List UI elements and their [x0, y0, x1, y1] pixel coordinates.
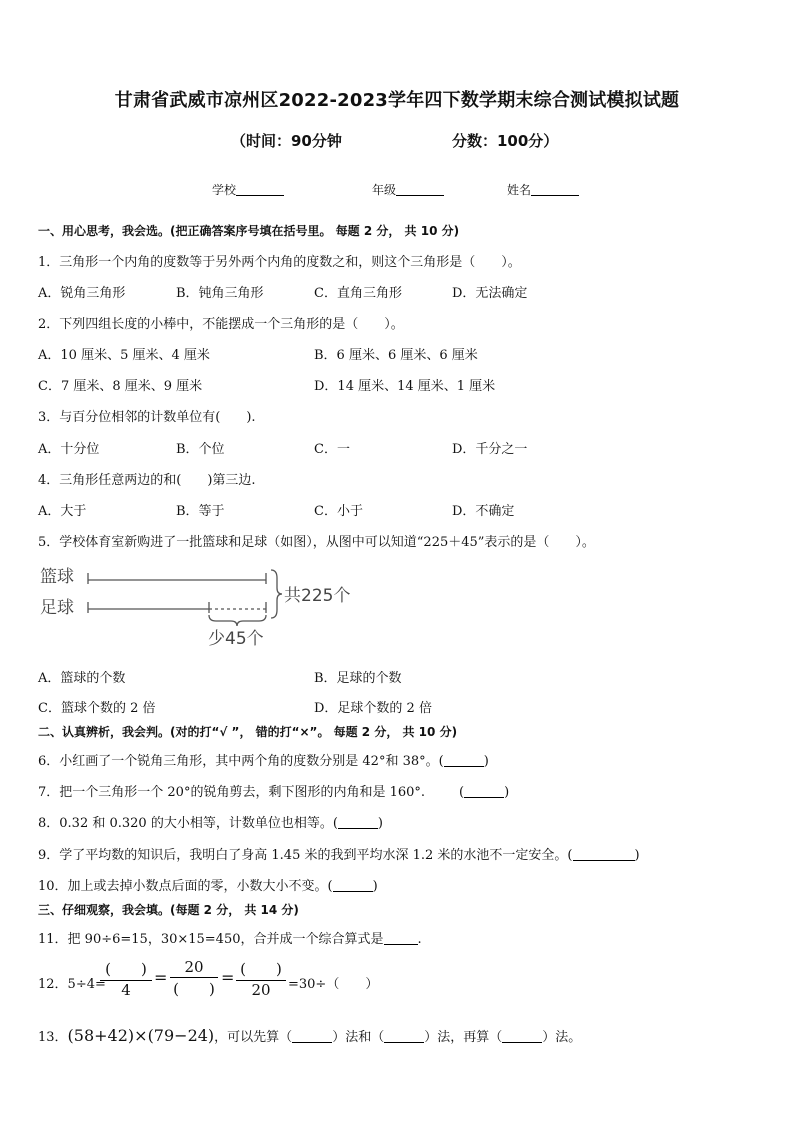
- q3-option-a: A．十分位: [38, 442, 100, 457]
- name-field: [507, 181, 579, 198]
- grade-blank[interactable]: [396, 182, 444, 196]
- q1-option-c: C．直角三角形: [314, 286, 402, 301]
- school-field: [212, 181, 284, 198]
- question-8: 8．0.32 和 0.320 的大小相等，计数单位也相等。( ): [38, 816, 383, 831]
- name-label: 姓名: [507, 183, 532, 197]
- question-5: 5．学校体育室新购进了一批篮球和足球（如图），从图中可以知道“225＋45”表示的是（ ）。: [38, 535, 595, 550]
- q12-num-3[interactable]: ( ): [236, 958, 286, 981]
- q5-option-a: A．篮球的个数: [38, 671, 126, 686]
- grade-label: 年级: [372, 183, 397, 197]
- question-10: 10．加上或去掉小数点后面的零，小数大小不变。( ): [38, 879, 378, 894]
- question-13: 13．(58+42)×(79−24)，可以先算（ ）法和（ ）法，再算（ ）法。: [38, 1026, 582, 1045]
- total-brace: [271, 570, 282, 618]
- total-label: 共225个: [284, 586, 351, 606]
- less-label: 少45个: [208, 629, 264, 649]
- question-6: 6．小红画了一个锐角三角形，其中两个角的度数分别是 42°和 38°。( ): [38, 754, 489, 769]
- q1-option-a: A．锐角三角形: [38, 286, 126, 301]
- exam-title: 甘肃省武威市凉州区2022-2023学年四下数学期末综合测试模拟试题: [114, 90, 680, 111]
- exam-score: 分数：100分）: [452, 132, 559, 150]
- section-1-heading: 一、用心思考，我会选。(把正确答案序号填在括号里。 每题 2 分， 共 10 分): [38, 224, 460, 238]
- q12-num-2: 20: [170, 958, 218, 978]
- q12-num-1[interactable]: ( ): [100, 958, 152, 981]
- question-4: 4．三角形任意两边的和( )第三边.: [38, 473, 256, 488]
- q6-answer-blank[interactable]: [444, 753, 484, 767]
- q13-expression: (58+42)×(79−24): [67, 1026, 215, 1045]
- q5-option-b: B．足球的个数: [314, 671, 402, 686]
- q5-option-d: D．足球个数的 2 倍: [314, 701, 432, 716]
- q9-answer-blank[interactable]: [573, 847, 635, 861]
- q13-blank-3[interactable]: [502, 1029, 542, 1043]
- q10-answer-blank[interactable]: [333, 878, 373, 892]
- q13-blank-2[interactable]: [384, 1029, 424, 1043]
- q4-option-d: D．不确定: [452, 504, 515, 519]
- question-2: 2．下列四组长度的小棒中，不能摆成一个三角形的是（ ）。: [38, 317, 404, 332]
- q4-option-a: A．大于: [38, 504, 87, 519]
- q4-option-c: C．小于: [314, 504, 363, 519]
- school-label: 学校: [212, 183, 237, 197]
- q3-option-d: D．千分之一: [452, 442, 528, 457]
- q11-answer-blank[interactable]: [384, 931, 418, 945]
- q12-fraction-1: [100, 958, 152, 999]
- q12-tail: =30÷（ ）: [288, 977, 379, 992]
- q1-option-b: B．钝角三角形: [176, 286, 264, 301]
- q13-blank-1[interactable]: [292, 1029, 332, 1043]
- q7-answer-blank[interactable]: [464, 784, 504, 798]
- basketball-label: 篮球: [40, 567, 74, 587]
- q5-option-c: C．篮球个数的 2 倍: [38, 701, 156, 716]
- q2-option-c: C．7 厘米、8 厘米、9 厘米: [38, 379, 203, 394]
- section-3-heading: 三、仔细观察，我会填。(每题 2 分， 共 14 分): [38, 903, 299, 917]
- less-brace: [209, 615, 266, 626]
- q1-option-d: D．无法确定: [452, 286, 528, 301]
- ball-segment-diagram: [36, 560, 366, 656]
- question-11: 11．把 90÷6=15，30×15=450，合并成一个综合算式是 .: [38, 932, 422, 947]
- q2-option-d: D．14 厘米、14 厘米、1 厘米: [314, 379, 496, 394]
- q12-den-3: 20: [251, 981, 271, 999]
- q12-fraction-3: [236, 958, 286, 999]
- question-3: 3．与百分位相邻的计数单位有( ).: [38, 410, 256, 425]
- q3-option-c: C．一: [314, 442, 350, 457]
- q2-option-a: A．10 厘米、5 厘米、4 厘米: [38, 348, 210, 363]
- q3-option-b: B．个位: [176, 442, 225, 457]
- school-blank[interactable]: [236, 182, 284, 196]
- q4-option-b: B．等于: [176, 504, 225, 519]
- grade-field: [372, 181, 444, 198]
- q2-option-b: B．6 厘米、6 厘米、6 厘米: [314, 348, 478, 363]
- q12-fraction-2: [170, 958, 218, 999]
- question-9: 9．学了平均数的知识后，我明白了身高 1.45 米的我到平均水深 1.2 米的水池不一定安全。( ): [38, 848, 640, 863]
- exam-time: （时间：90分钟: [231, 132, 342, 150]
- question-7: 7．把一个三角形一个 20°的锐角剪去，剩下图形的内角和是 160°. ( ): [38, 785, 510, 800]
- question-1: 1．三角形一个内角的度数等于另外两个内角的度数之和，则这个三角形是（ ）。: [38, 255, 521, 270]
- q12-den-1: 4: [121, 981, 131, 999]
- section-2-heading: 二、认真辨析，我会判。(对的打“√ ”， 错的打“×”。 每题 2 分， 共 10 分): [38, 725, 458, 739]
- q8-answer-blank[interactable]: [338, 815, 378, 829]
- name-blank[interactable]: [531, 182, 579, 196]
- q12-den-2[interactable]: ( ): [173, 980, 215, 998]
- q12-label: 12．5÷4=: [38, 977, 106, 992]
- football-label: 足球: [40, 598, 74, 618]
